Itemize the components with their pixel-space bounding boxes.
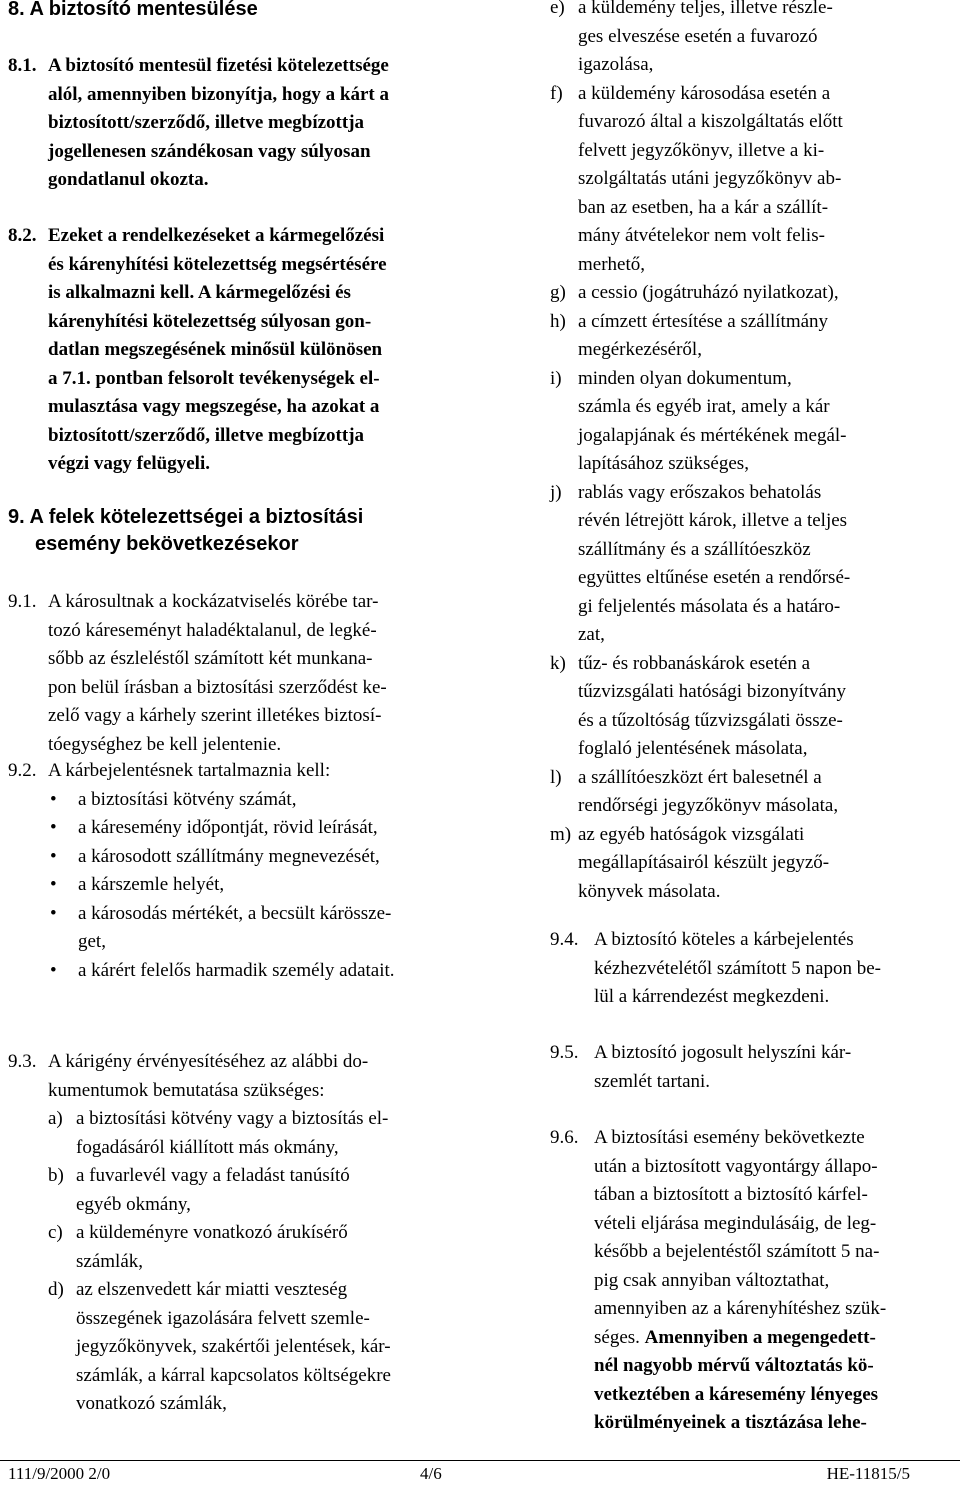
bullet-icon: • xyxy=(50,788,57,810)
section-8-heading: 8. A biztosító mentesülése xyxy=(8,0,258,20)
item-text: rendőrségi jegyzőkönyv másolata, xyxy=(578,795,839,816)
list-item-text: a károsodott szállítmány megnevezését, xyxy=(78,845,380,867)
item-label: m) xyxy=(550,823,572,845)
text-line: A károsultnak a kockázatviselés körébe tar- xyxy=(48,591,379,612)
item-text: rablás vagy erőszakos behatolás xyxy=(578,481,822,503)
list-item xyxy=(550,279,960,308)
text-line: gondatlanul okozta. xyxy=(48,169,209,190)
item-text: ban az esetben, ha a kár a szállít- xyxy=(578,196,829,218)
text-line: pig csak annyiban változtathat, xyxy=(594,1269,830,1291)
paragraph-number: 9.4. xyxy=(550,929,579,950)
item-text: szolgáltatás utáni jegyzőkönyv ab- xyxy=(578,168,842,189)
item-label: f) xyxy=(550,82,563,104)
text-line: zelő vagy a kárhely szerint illetékes biztosí- xyxy=(48,705,382,726)
item-text: könyvek másolata. xyxy=(578,880,721,902)
item-text: együttes eltűnése esetén a rendőrsé- xyxy=(578,567,851,588)
page-footer xyxy=(0,1460,960,1485)
item-text: fogadásáról kiállított más okmány, xyxy=(76,1136,339,1158)
heading-line: 9. A felek kötelezettségei a biztosítási xyxy=(8,506,364,528)
text-line: A biztosító jogosult helyszíni kár- xyxy=(594,1042,852,1063)
item-text: egyéb okmány, xyxy=(76,1193,191,1215)
document-list-continued xyxy=(550,0,960,906)
paragraph-9-1 xyxy=(8,588,478,759)
list-item xyxy=(550,479,960,650)
item-text: lapításához szükséges, xyxy=(578,453,749,474)
item-text: szállítmány és a szállítóeszköz xyxy=(578,538,811,560)
item-text: gi feljelentés másolata és a határo- xyxy=(578,595,841,617)
text-line: biztosított/szerződő, illetve megbízottja xyxy=(48,112,365,133)
paragraph-body xyxy=(594,1039,960,1096)
list-item xyxy=(48,1276,478,1419)
item-label: b) xyxy=(48,1165,64,1186)
bullet-icon: • xyxy=(50,902,57,924)
document-list xyxy=(8,1105,478,1419)
text-line: jogellenesen szándékosan vagy súlyosan xyxy=(48,140,371,162)
paragraph-body xyxy=(48,222,478,479)
bold-text-fragment: Amennyiben a megengedett- xyxy=(644,1326,876,1348)
text-line: vételi eljárása megindulásáig, de leg- xyxy=(594,1212,877,1234)
bullet-icon: • xyxy=(50,959,57,981)
item-label: a) xyxy=(48,1108,63,1129)
item-text: révén létrejött károk, illetve a teljes xyxy=(578,510,848,531)
item-text: fuvarozó által a kiszolgáltatás előtt xyxy=(578,111,843,132)
paragraph-body xyxy=(594,1124,960,1438)
list-item xyxy=(8,957,478,986)
list-item xyxy=(550,821,960,907)
item-text: a szállítóeszközt ért balesetnél a xyxy=(578,766,822,788)
paragraph-body xyxy=(48,588,478,759)
list-item xyxy=(8,786,478,815)
text-line: tában a biztosított a biztosító kárfel- xyxy=(594,1184,868,1205)
text-line: szemlét tartani. xyxy=(594,1070,711,1092)
text-line: lül a kárrendezést megkezdeni. xyxy=(594,986,830,1007)
list-item xyxy=(8,843,478,872)
paragraph-number: 8.2. xyxy=(8,225,37,246)
text-line: A kárigény érvényesítéséhez az alábbi do- xyxy=(48,1051,369,1072)
text-line: és kárenyhítési kötelezettség megsértésére xyxy=(48,253,387,275)
list-item xyxy=(550,650,960,764)
item-text: mány átvételekor nem volt felis- xyxy=(578,225,825,246)
item-text: számla és egyéb irat, amely a kár xyxy=(578,396,830,417)
item-text: a cessio (jogátruházó nyilatkozat), xyxy=(578,282,839,303)
paragraph-9-2 xyxy=(8,757,478,985)
paragraph-9-6 xyxy=(550,1124,960,1438)
text-line: a 7.1. pontban felsorolt tevékenységek el- xyxy=(48,367,380,389)
list-item xyxy=(8,871,478,900)
bold-text-line: nél nagyobb mérvű változtatás kö- xyxy=(594,1355,874,1376)
item-text: merhető, xyxy=(578,253,646,275)
item-text: megállapításairól készült jegyző- xyxy=(578,852,830,873)
document-code: 111/9/2000 2/0 xyxy=(8,1464,111,1483)
text-line: alól, amennyiben bizonyítja, hogy a kárt a xyxy=(48,83,389,105)
text-line: A biztosító köteles a kárbejelentés xyxy=(594,929,854,950)
item-text: a címzett értesítése a szállítmány xyxy=(578,310,829,332)
paragraph-number: 9.1. xyxy=(8,591,37,612)
paragraph-9-4 xyxy=(550,926,960,1012)
text-line: kárenyhítési kötelezettség súlyosan gon- xyxy=(48,310,372,332)
item-text: a biztosítási kötvény vagy a biztosítás el- xyxy=(76,1108,389,1129)
item-label: e) xyxy=(550,0,565,18)
item-text: ges elveszése esetén a fuvarozó xyxy=(578,25,818,47)
page-number: 4/6 xyxy=(420,1464,442,1483)
text-line: kézhezvételétől számított 5 napon be- xyxy=(594,957,881,979)
paragraph-number: 9.2. xyxy=(8,760,37,781)
item-text: az elszenvedett kár miatti veszteség xyxy=(76,1279,348,1300)
text-line: amennyiben az a kárenyhítéshez szük- xyxy=(594,1298,887,1319)
text-line: pon belül írásban a biztosítási szerződést ke- xyxy=(48,676,387,698)
paragraph-body xyxy=(594,926,960,1012)
item-label: k) xyxy=(550,652,566,674)
list-item xyxy=(550,80,960,280)
paragraph-9-5 xyxy=(550,1039,960,1096)
list-item xyxy=(550,365,960,479)
text-line: kumentumok bemutatása szükséges: xyxy=(48,1079,325,1101)
item-text: a küldeményre vonatkozó árukísérő xyxy=(76,1222,348,1243)
paragraph-number: 9.3. xyxy=(8,1051,37,1072)
list-item xyxy=(550,0,960,80)
item-text: jogalapjának és mértékének megál- xyxy=(578,424,847,446)
text-line: A biztosítási esemény bekövetkezte xyxy=(594,1127,865,1148)
paragraph-intro: A kárbejelentésnek tartalmaznia kell: xyxy=(48,760,331,781)
list-item-text: a károsodás mértékét, a becsült kárössze- xyxy=(78,902,392,924)
paragraph-9-3 xyxy=(8,1048,478,1419)
bullet-list xyxy=(8,786,478,986)
text-line: is alkalmazni kell. A kármegelőzési és xyxy=(48,282,351,303)
section-9-heading xyxy=(8,504,363,558)
item-text: tűzvizsgálati hatósági bizonyítvány xyxy=(578,681,847,702)
item-text: minden olyan dokumentum, xyxy=(578,367,792,389)
paragraph-8-1 xyxy=(8,52,478,195)
paragraph-number: 8.1. xyxy=(8,55,37,76)
item-text: vonatkozó számlák, xyxy=(76,1393,227,1414)
item-text: jegyzőkönyvek, szakértői jelentések, kár- xyxy=(76,1336,391,1357)
item-label: d) xyxy=(48,1279,64,1300)
list-item xyxy=(48,1219,478,1276)
item-text: megérkezéséről, xyxy=(578,339,702,360)
item-label: i) xyxy=(550,367,562,389)
bold-text-line: vetkeztében a káresemény lényeges xyxy=(594,1383,879,1405)
heading-line: esemény bekövetkezésekor xyxy=(35,533,299,555)
list-item-text: a biztosítási kötvény számát, xyxy=(78,788,297,810)
item-text: az egyéb hatóságok vizsgálati xyxy=(578,823,805,845)
bullet-icon: • xyxy=(50,874,57,895)
item-text: foglaló jelentésének másolata, xyxy=(578,738,808,759)
text-line: tóegységhez be kell jelentenie. xyxy=(48,733,282,755)
list-item-text: a kárért felelős harmadik személy adatait. xyxy=(78,959,395,981)
text-fragment: séges. xyxy=(594,1326,645,1348)
text-line: tozó káreseményt haladéktalanul, de legké- xyxy=(48,619,377,641)
item-text: tűz- és robbanáskárok esetén a xyxy=(578,652,811,674)
item-text: zat, xyxy=(578,624,605,645)
paragraph-number: 9.6. xyxy=(550,1127,579,1148)
item-label: h) xyxy=(550,310,566,332)
item-label: g) xyxy=(550,282,566,303)
list-item-text: a kárszemle helyét, xyxy=(78,874,225,895)
text-line: A biztosító mentesül fizetési kötelezettsége xyxy=(48,55,389,76)
list-item xyxy=(550,308,960,365)
item-text: a küldemény károsodása esetén a xyxy=(578,82,831,104)
text-line: mulasztása vagy megszegése, ha azokat a xyxy=(48,396,380,417)
list-item-text: get, xyxy=(78,931,106,952)
paragraph-number: 9.5. xyxy=(550,1042,579,1063)
paragraph-8-2 xyxy=(8,222,478,479)
list-item xyxy=(8,814,478,843)
list-item-text: a káresemény időpontját, rövid leírását, xyxy=(78,817,378,838)
item-label: j) xyxy=(550,481,562,503)
text-line: később a bejelentéstől számított 5 na- xyxy=(594,1241,880,1262)
text-line: sőbb az észleléstől számított két munkana- xyxy=(48,648,373,669)
item-text: a fuvarlevél vagy a feladást tanúsító xyxy=(76,1165,350,1186)
text-line: Ezeket a rendelkezéseket a kármegelőzési xyxy=(48,225,385,246)
bold-text-line: körülményeinek a tisztázása lehe- xyxy=(594,1412,867,1433)
item-text: és a tűzoltóság tűzvizsgálati össze- xyxy=(578,709,843,731)
text-line: biztosított/szerződő, illetve megbízottja xyxy=(48,424,365,446)
text-line: után a biztosított vagyontárgy állapo- xyxy=(594,1155,878,1177)
item-text: igazolása, xyxy=(578,54,654,75)
item-text: összegének igazolására felvett szemle- xyxy=(76,1307,370,1329)
item-text: számlák, a kárral kapcsolatos költségekre xyxy=(76,1364,391,1386)
form-code: HE-11815/5 xyxy=(826,1464,910,1483)
paragraph-body xyxy=(48,52,478,195)
item-label: c) xyxy=(48,1222,63,1243)
bullet-icon: • xyxy=(50,817,57,838)
text-line xyxy=(594,1324,960,1353)
item-label: l) xyxy=(550,766,562,788)
item-text: felvett jegyzőkönyv, illetve a ki- xyxy=(578,139,825,161)
list-item xyxy=(48,1105,478,1162)
item-text: számlák, xyxy=(76,1250,144,1272)
text-line: végzi vagy felügyeli. xyxy=(48,453,210,474)
list-item xyxy=(48,1162,478,1219)
item-text: a küldemény teljes, illetve részle- xyxy=(578,0,833,18)
list-item xyxy=(8,900,478,957)
text-line: datlan megszegésének minősül különösen xyxy=(48,339,383,360)
bullet-icon: • xyxy=(50,845,57,867)
list-item xyxy=(550,764,960,821)
